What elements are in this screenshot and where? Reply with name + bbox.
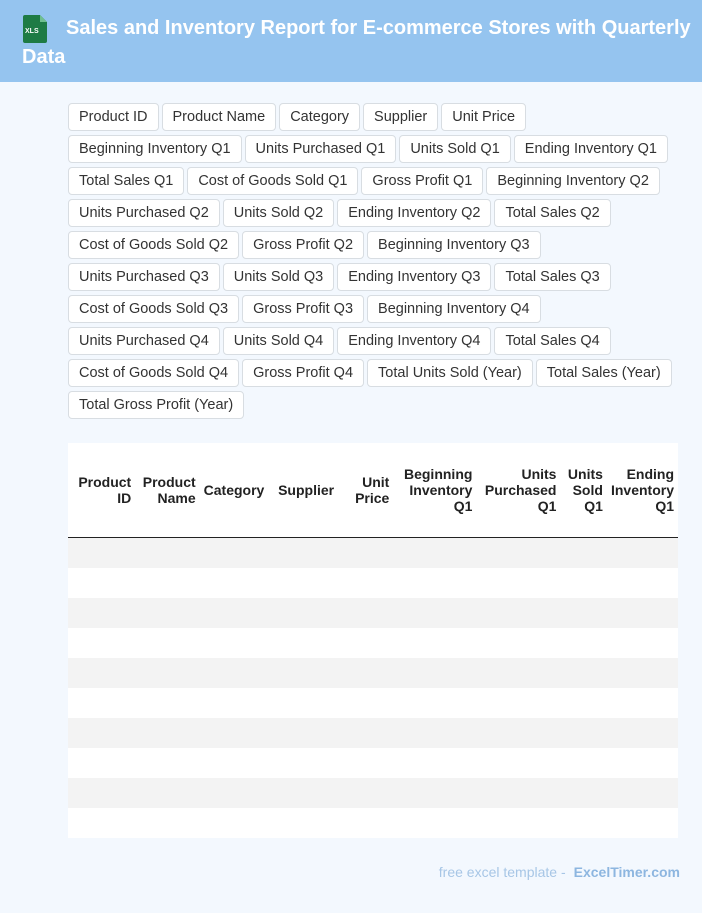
footer bbox=[439, 864, 680, 880]
table-cell[interactable] bbox=[607, 688, 678, 718]
table-cell[interactable] bbox=[274, 598, 342, 628]
field-chip[interactable]: Gross Profit Q4 bbox=[242, 359, 364, 387]
footer-text: free excel template - bbox=[438, 864, 566, 880]
table-cell[interactable] bbox=[393, 537, 476, 568]
field-chip[interactable]: Units Sold Q3 bbox=[223, 263, 334, 291]
field-chip[interactable]: Ending Inventory Q4 bbox=[337, 327, 491, 355]
table-cell[interactable] bbox=[476, 568, 560, 598]
table-cell[interactable] bbox=[274, 628, 342, 658]
field-chip[interactable]: Total Sales Q2 bbox=[494, 199, 610, 227]
table-cell[interactable] bbox=[68, 688, 135, 718]
table-cell[interactable] bbox=[560, 688, 606, 718]
table-cell[interactable] bbox=[342, 568, 393, 598]
table-cell[interactable] bbox=[135, 568, 199, 598]
table-cell[interactable] bbox=[68, 658, 135, 688]
table-cell[interactable] bbox=[476, 748, 560, 778]
table-cell[interactable] bbox=[560, 778, 606, 808]
table-cell[interactable] bbox=[342, 748, 393, 778]
table-row bbox=[68, 688, 678, 718]
table-cell[interactable] bbox=[274, 658, 342, 688]
table-cell[interactable] bbox=[200, 748, 274, 778]
table-cell[interactable] bbox=[393, 748, 476, 778]
table-cell[interactable] bbox=[200, 718, 274, 748]
field-chip[interactable]: Units Sold Q2 bbox=[223, 199, 334, 227]
field-chip[interactable]: Cost of Goods Sold Q4 bbox=[68, 359, 239, 387]
table-cell[interactable] bbox=[200, 568, 274, 598]
table-cell[interactable] bbox=[342, 688, 393, 718]
table-cell[interactable] bbox=[476, 598, 560, 628]
table-cell[interactable] bbox=[200, 537, 274, 568]
table-cell[interactable] bbox=[560, 598, 606, 628]
column-header[interactable]: Supplier bbox=[274, 443, 342, 537]
table-cell[interactable] bbox=[342, 628, 393, 658]
field-chip[interactable]: Category bbox=[279, 103, 360, 131]
field-chip[interactable]: Beginning Inventory Q2 bbox=[486, 167, 660, 195]
table-row bbox=[68, 808, 678, 838]
table-cell[interactable] bbox=[68, 808, 135, 838]
table-cell[interactable] bbox=[274, 778, 342, 808]
table-row bbox=[68, 537, 678, 568]
table-cell[interactable] bbox=[135, 658, 199, 688]
table-cell[interactable] bbox=[200, 688, 274, 718]
table-cell[interactable] bbox=[68, 598, 135, 628]
table-cell[interactable] bbox=[342, 598, 393, 628]
table-cell[interactable] bbox=[135, 778, 199, 808]
field-chip[interactable]: Total Sales Q3 bbox=[494, 263, 610, 291]
table-cell[interactable] bbox=[607, 808, 678, 838]
column-header[interactable]: Units Sold Q1 bbox=[560, 443, 606, 537]
table-cell[interactable] bbox=[393, 598, 476, 628]
column-header[interactable]: Ending Inventory Q1 bbox=[607, 443, 678, 537]
field-chip[interactable]: Gross Profit Q2 bbox=[242, 231, 364, 259]
field-chip[interactable]: Units Sold Q1 bbox=[399, 135, 510, 163]
table-header-row bbox=[68, 443, 678, 537]
field-chip[interactable]: Cost of Goods Sold Q3 bbox=[68, 295, 239, 323]
field-chip[interactable]: Product Name bbox=[162, 103, 277, 131]
table-cell[interactable] bbox=[200, 808, 274, 838]
table-cell[interactable] bbox=[560, 808, 606, 838]
table-cell[interactable] bbox=[274, 537, 342, 568]
field-chip[interactable]: Beginning Inventory Q3 bbox=[367, 231, 541, 259]
table-cell[interactable] bbox=[68, 628, 135, 658]
table-cell[interactable] bbox=[135, 628, 199, 658]
table-cell[interactable] bbox=[200, 778, 274, 808]
table-cell[interactable] bbox=[135, 718, 199, 748]
field-chip[interactable]: Units Purchased Q1 bbox=[245, 135, 397, 163]
field-chip[interactable]: Gross Profit Q3 bbox=[242, 295, 364, 323]
field-chip[interactable]: Cost of Goods Sold Q2 bbox=[68, 231, 239, 259]
table-cell[interactable] bbox=[560, 537, 606, 568]
data-table bbox=[68, 443, 678, 838]
table-cell[interactable] bbox=[607, 658, 678, 688]
table-row bbox=[68, 778, 678, 808]
table-cell[interactable] bbox=[68, 718, 135, 748]
table-cell[interactable] bbox=[274, 718, 342, 748]
column-header[interactable]: Beginning Inventory Q1 bbox=[393, 443, 476, 537]
field-chip[interactable]: Ending Inventory Q2 bbox=[337, 199, 491, 227]
table-cell[interactable] bbox=[607, 718, 678, 748]
field-chip[interactable]: Beginning Inventory Q1 bbox=[68, 135, 242, 163]
table-cell[interactable] bbox=[476, 718, 560, 748]
table-cell[interactable] bbox=[476, 688, 560, 718]
table-row bbox=[68, 718, 678, 748]
field-chip-list bbox=[68, 103, 688, 419]
column-header[interactable]: Units Purchased Q1 bbox=[476, 443, 560, 537]
field-chip[interactable]: Total Sales (Year) bbox=[536, 359, 672, 387]
table-cell[interactable] bbox=[200, 598, 274, 628]
table-cell[interactable] bbox=[135, 748, 199, 778]
table-cell[interactable] bbox=[393, 628, 476, 658]
page-title: Sales and Inventory Report for E-commerce Stores with Quarterly Data bbox=[22, 17, 691, 68]
field-chip[interactable]: Total Gross Profit (Year) bbox=[68, 391, 244, 419]
footer-brand-link[interactable]: ExcelTimer.com bbox=[573, 864, 680, 880]
table-cell[interactable] bbox=[342, 808, 393, 838]
table-cell[interactable] bbox=[560, 658, 606, 688]
column-header[interactable]: Product Name bbox=[135, 443, 199, 537]
data-table-container[interactable] bbox=[68, 443, 678, 838]
table-cell[interactable] bbox=[68, 778, 135, 808]
table-row bbox=[68, 658, 678, 688]
table-cell[interactable] bbox=[274, 808, 342, 838]
table-cell[interactable] bbox=[476, 537, 560, 568]
table-cell[interactable] bbox=[342, 537, 393, 568]
table-row bbox=[68, 598, 678, 628]
table-cell[interactable] bbox=[607, 598, 678, 628]
table-cell[interactable] bbox=[393, 808, 476, 838]
field-chip[interactable]: Total Units Sold (Year) bbox=[367, 359, 533, 387]
table-cell[interactable] bbox=[135, 598, 199, 628]
table-cell[interactable] bbox=[274, 688, 342, 718]
field-chip[interactable]: Product ID bbox=[68, 103, 159, 131]
table-cell[interactable] bbox=[342, 658, 393, 688]
table-row bbox=[68, 568, 678, 598]
table-cell[interactable] bbox=[274, 748, 342, 778]
table-cell[interactable] bbox=[135, 688, 199, 718]
field-chip[interactable]: Ending Inventory Q3 bbox=[337, 263, 491, 291]
column-header[interactable]: Product ID bbox=[68, 443, 135, 537]
field-chip[interactable]: Total Sales Q1 bbox=[68, 167, 184, 195]
table-cell[interactable] bbox=[560, 748, 606, 778]
field-chip[interactable]: Ending Inventory Q1 bbox=[514, 135, 668, 163]
table-cell[interactable] bbox=[393, 658, 476, 688]
table-row bbox=[68, 748, 678, 778]
table-cell[interactable] bbox=[274, 568, 342, 598]
table-cell[interactable] bbox=[476, 628, 560, 658]
field-chip[interactable]: Beginning Inventory Q4 bbox=[367, 295, 541, 323]
table-cell[interactable] bbox=[393, 568, 476, 598]
column-header[interactable]: Category bbox=[200, 443, 274, 537]
table-cell[interactable] bbox=[393, 778, 476, 808]
field-chip[interactable]: Supplier bbox=[363, 103, 438, 131]
table-cell[interactable] bbox=[607, 537, 678, 568]
field-chip[interactable]: Cost of Goods Sold Q1 bbox=[187, 167, 358, 195]
field-chip[interactable]: Units Sold Q4 bbox=[223, 327, 334, 355]
table-cell[interactable] bbox=[607, 628, 678, 658]
table-cell[interactable] bbox=[68, 537, 135, 568]
field-chip[interactable]: Units Purchased Q4 bbox=[68, 327, 220, 355]
table-cell[interactable] bbox=[342, 778, 393, 808]
table-cell[interactable] bbox=[607, 568, 678, 598]
table-cell[interactable] bbox=[393, 718, 476, 748]
field-chip[interactable]: Total Sales Q4 bbox=[494, 327, 610, 355]
table-cell[interactable] bbox=[560, 628, 606, 658]
table-cell[interactable] bbox=[135, 537, 199, 568]
table-cell[interactable] bbox=[200, 658, 274, 688]
table-cell[interactable] bbox=[342, 718, 393, 748]
page-header bbox=[0, 0, 702, 82]
field-chip[interactable]: Unit Price bbox=[441, 103, 526, 131]
table-cell[interactable] bbox=[200, 628, 274, 658]
table-cell[interactable] bbox=[68, 568, 135, 598]
table-cell[interactable] bbox=[607, 748, 678, 778]
table-cell[interactable] bbox=[393, 688, 476, 718]
table-row bbox=[68, 628, 678, 658]
svg-text:XLS: XLS bbox=[25, 28, 39, 35]
table-cell[interactable] bbox=[135, 808, 199, 838]
field-chip[interactable]: Gross Profit Q1 bbox=[361, 167, 483, 195]
table-cell[interactable] bbox=[476, 778, 560, 808]
table-cell[interactable] bbox=[68, 748, 135, 778]
table-cell[interactable] bbox=[560, 568, 606, 598]
field-chip[interactable]: Units Purchased Q3 bbox=[68, 263, 220, 291]
table-cell[interactable] bbox=[476, 658, 560, 688]
table-cell[interactable] bbox=[560, 718, 606, 748]
field-chip[interactable]: Units Purchased Q2 bbox=[68, 199, 220, 227]
table-cell[interactable] bbox=[476, 808, 560, 838]
column-header[interactable]: Unit Price bbox=[342, 443, 393, 537]
table-cell[interactable] bbox=[607, 778, 678, 808]
